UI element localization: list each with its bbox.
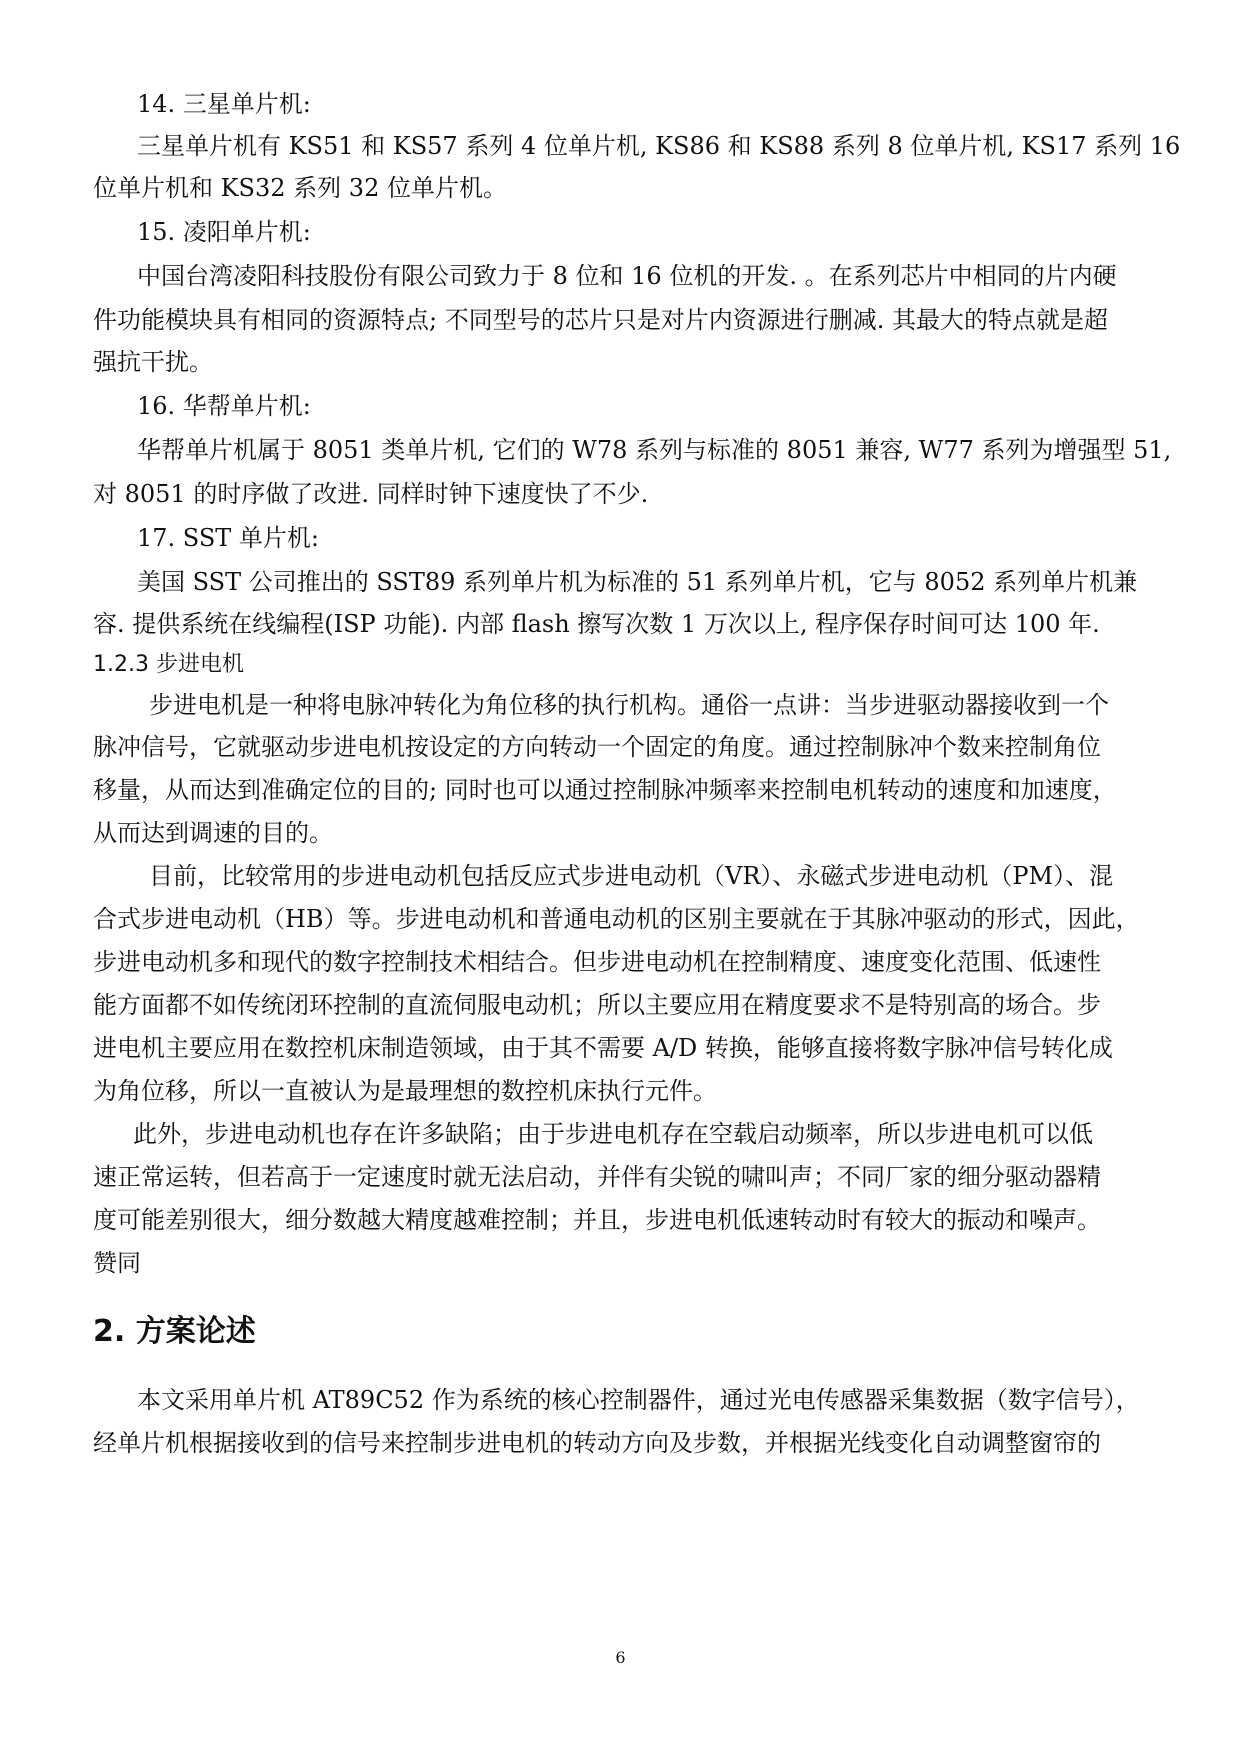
paragraph-line: 位单片机和 KS32 系列 32 位单片机。: [93, 174, 507, 202]
paragraph-line: 强抗干扰。: [93, 348, 213, 376]
paragraph-line: 中国台湾凌阳科技股份有限公司致力于 8 位和 16 位机的开发. 。在系列芯片中相同的片内硬: [137, 262, 1117, 290]
paragraph-line: 步进电机是一种将电脉冲转化为角位移的执行机构。通俗一点讲：当步进驱动器接收到一个: [149, 691, 1109, 719]
paragraph-line: 脉冲信号，它就驱动步进电机按设定的方向转动一个固定的角度。通过控制脉冲个数来控制角位: [93, 733, 1101, 761]
section-heading-14: 14. 三星单片机:: [137, 90, 311, 118]
paragraph-line: 目前，比较常用的步进电动机包括反应式步进电动机（VR）、永磁式步进电动机（PM）、混: [149, 862, 1114, 890]
paragraph-line: 本文采用单片机 AT89C52 作为系统的核心控制器件，通过光电传感器采集数据（数字信号），: [137, 1386, 1140, 1414]
paragraph-line: 合式步进电动机（HB）等。步进电动机和普通电动机的区别主要就在于其脉冲驱动的形式，因此，: [93, 905, 1140, 933]
paragraph-line: 对 8051 的时序做了改进. 同样时钟下速度快了不少.: [93, 480, 649, 508]
paragraph-line: 为角位移，所以一直被认为是最理想的数控机床执行元件。: [93, 1077, 717, 1105]
paragraph-line: 赞同: [93, 1249, 141, 1277]
paragraph-line: 容. 提供系统在线编程(ISP 功能). 内部 flash 擦写次数 1 万次以上, 程序保存时间可达 100 年.: [93, 610, 1100, 638]
section-heading-17: 17. SST 单片机:: [137, 524, 319, 552]
section-heading-16: 16. 华帮单片机:: [137, 392, 311, 420]
section-heading-scheme: 2. 方案论述: [93, 1314, 256, 1349]
page-number: 6: [615, 1648, 626, 1667]
paragraph-line: 度可能差别很大，细分数越大精度越难控制；并且，步进电机低速转动时有较大的振动和噪声。: [93, 1206, 1101, 1234]
paragraph-line: 从而达到调速的目的。: [93, 819, 333, 847]
paragraph-line: 美国 SST 公司推出的 SST89 系列单片机为标准的 51 系列单片机，它与 8052 系列单片机兼: [137, 568, 1138, 596]
paragraph-line: 能方面都不如传统闭环控制的直流伺服电动机；所以主要应用在精度要求不是特别高的场合。步: [93, 991, 1101, 1019]
subsection-heading-stepper-motor: 1.2.3 步进电机: [93, 652, 244, 677]
paragraph-line: 经单片机根据接收到的信号来控制步进电机的转动方向及步数，并根据光线变化自动调整窗帘的: [93, 1429, 1101, 1457]
paragraph-line: 进电机主要应用在数控机床制造领域，由于其不需要 A/D 转换，能够直接将数字脉冲信号转化成: [93, 1034, 1113, 1062]
paragraph-line: 移量，从而达到准确定位的目的; 同时也可以通过控制脉冲频率来控制电机转动的速度和加速度，: [93, 776, 1117, 804]
paragraph-line: 速正常运转，但若高于一定速度时就无法启动，并伴有尖锐的啸叫声；不同厂家的细分驱动器精: [93, 1163, 1101, 1191]
paragraph-line: 华帮单片机属于 8051 类单片机, 它们的 W78 系列与标准的 8051 兼容, W77 系列为增强型 51,: [137, 436, 1172, 464]
paragraph-line: 件功能模块具有相同的资源特点; 不同型号的芯片只是对片内资源进行删减. 其最大的特点就是超: [93, 306, 1108, 334]
paragraph-line: 步进电动机多和现代的数字控制技术相结合。但步进电动机在控制精度、速度变化范围、低速性: [93, 948, 1101, 976]
paragraph-line: 三星单片机有 KS51 和 KS57 系列 4 位单片机, KS86 和 KS88 系列 8 位单片机, KS17 系列 16: [137, 132, 1181, 160]
paragraph-line: 此外，步进电动机也存在许多缺陷；由于步进电机存在空载启动频率，所以步进电机可以低: [133, 1120, 1093, 1148]
section-heading-15: 15. 凌阳单片机:: [137, 218, 311, 246]
